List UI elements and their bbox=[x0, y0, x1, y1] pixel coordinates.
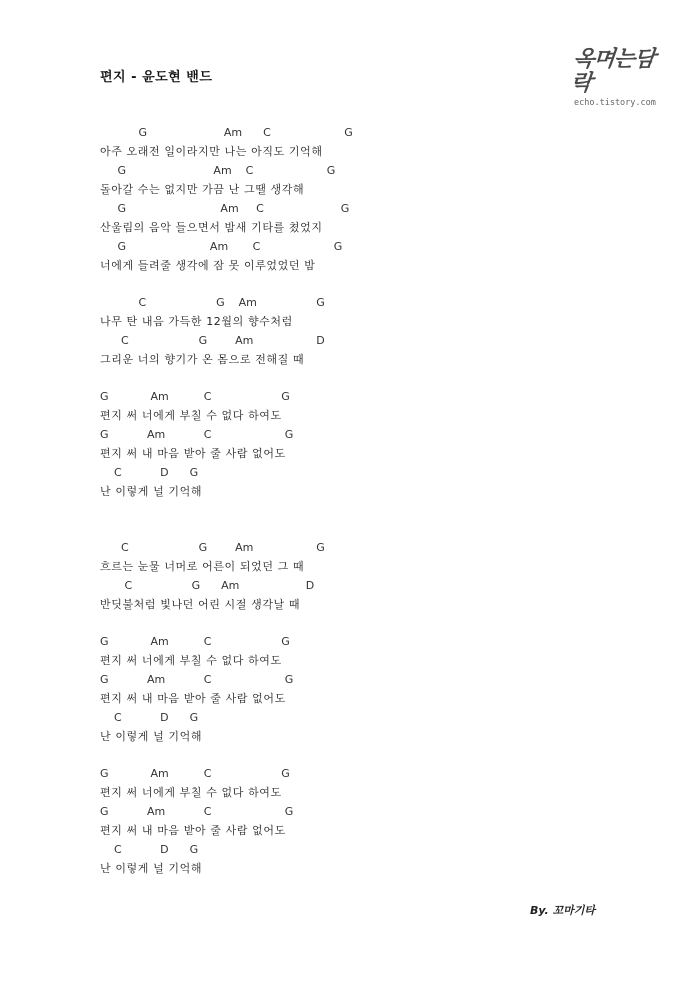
lyric-line: 편지 써 내 마음 받아 줄 사람 없어도 bbox=[100, 692, 286, 705]
logo-text: 옥며는담락 bbox=[569, 47, 656, 96]
chord-line: C D G bbox=[100, 466, 199, 479]
lyric-line: 난 이렇게 널 기억해 bbox=[100, 730, 203, 743]
logo-url: echo.tistory.com bbox=[574, 98, 656, 108]
chord-line: G Am C G bbox=[100, 390, 290, 403]
chord-line: G Am C G bbox=[100, 635, 290, 648]
lyric-line: 나무 탄 내음 가득한 12월의 향수처럼 bbox=[100, 315, 293, 328]
lyric-line: 아주 오래전 일이라지만 나는 아직도 기억해 bbox=[100, 145, 323, 158]
chord-line: G Am C G bbox=[100, 126, 353, 139]
chord-line: G Am C G bbox=[100, 240, 343, 253]
author-credit: By. 꼬마기타 bbox=[530, 904, 596, 917]
chord-line: C G Am D bbox=[100, 579, 315, 592]
lyric-line: 편지 써 너에게 부칠 수 없다 하여도 bbox=[100, 654, 282, 667]
chord-line: G Am C G bbox=[100, 805, 294, 818]
chord-line: G Am C G bbox=[100, 164, 336, 177]
lyric-line: 반딧불처럼 빛나던 어린 시절 생각날 때 bbox=[100, 598, 301, 611]
song-title: 편지 - 윤도현 밴드 bbox=[100, 70, 213, 85]
lyric-line: 편지 써 너에게 부칠 수 없다 하여도 bbox=[100, 786, 282, 799]
chord-line: C D G bbox=[100, 843, 199, 856]
lyric-line: 난 이렇게 널 기억해 bbox=[100, 485, 203, 498]
lyric-line: 편지 써 너에게 부칠 수 없다 하여도 bbox=[100, 409, 282, 422]
chord-line: G Am C G bbox=[100, 428, 294, 441]
chord-line: C G Am D bbox=[100, 334, 325, 347]
chord-line: G Am C G bbox=[100, 202, 350, 215]
chord-line: C G Am G bbox=[100, 296, 325, 309]
lyric-line: 편지 써 내 마음 받아 줄 사람 없어도 bbox=[100, 447, 286, 460]
chord-line: C D G bbox=[100, 711, 199, 724]
lyric-line: 그리운 너의 향기가 온 몸으로 전해질 때 bbox=[100, 353, 305, 366]
lyric-line: 산울림의 음악 들으면서 밤새 기타를 쳤었지 bbox=[100, 221, 323, 234]
lyric-line: 난 이렇게 널 기억해 bbox=[100, 862, 203, 875]
chord-line: C G Am G bbox=[100, 541, 325, 554]
lyric-line: 흐르는 눈물 너머로 어른이 되었던 그 때 bbox=[100, 560, 305, 573]
chord-line: G Am C G bbox=[100, 673, 294, 686]
chord-line: G Am C G bbox=[100, 767, 290, 780]
lyric-line: 돌아갈 수는 없지만 가끔 난 그땔 생각해 bbox=[100, 183, 305, 196]
lyric-line: 너에게 들려줄 생각에 잠 못 이루었었던 밤 bbox=[100, 259, 316, 272]
lyric-line: 편지 써 내 마음 받아 줄 사람 없어도 bbox=[100, 824, 286, 837]
